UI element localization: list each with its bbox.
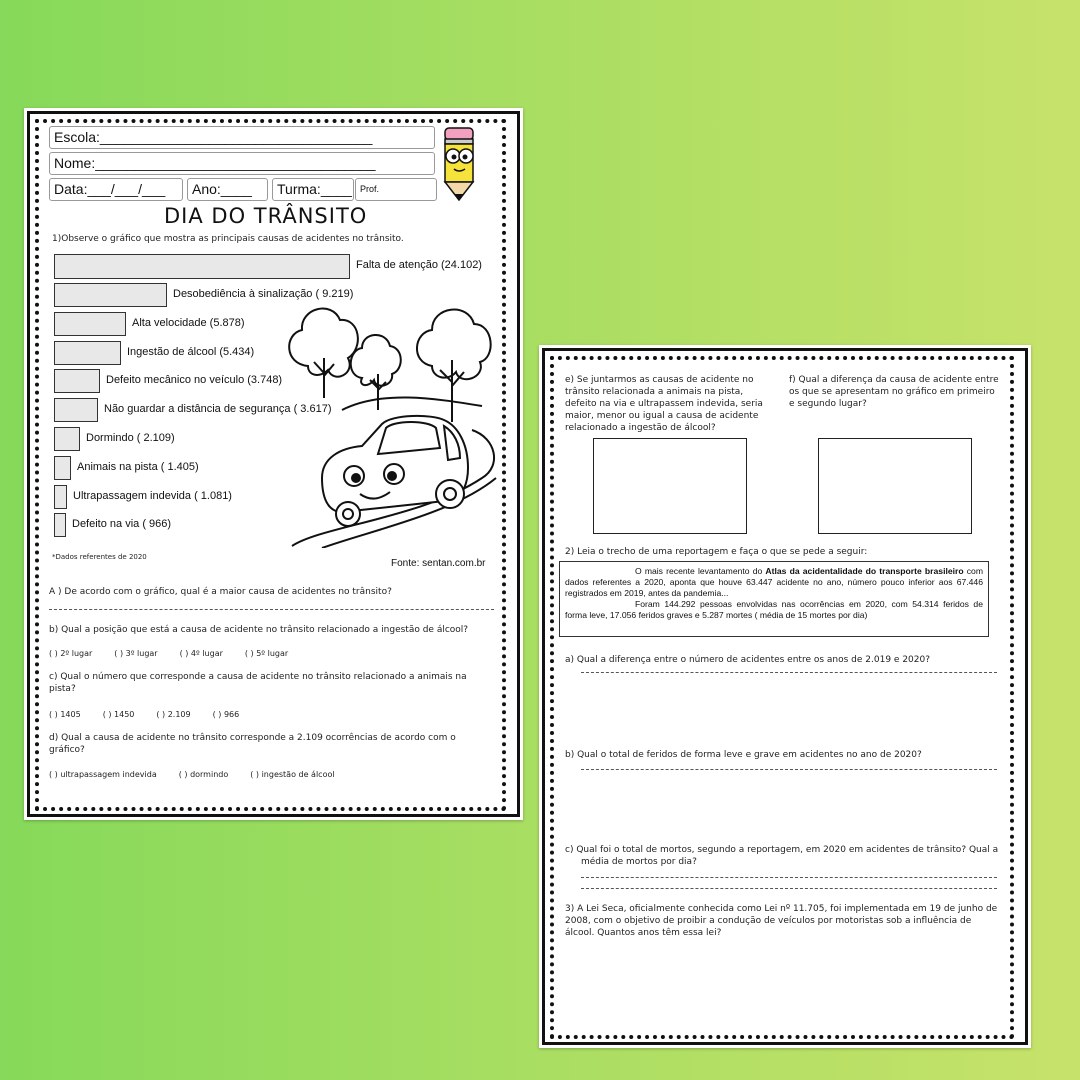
option-b-2[interactable]: ( ) 3º lugar [114, 649, 158, 658]
news-paragraph-1: O mais recente levantamento do Atlas da acidentalidade do transporte brasileiro com dados referentes a 2020, aponta que houve 63.447 acidente no ano, número pouco inferior aos 67.446 registrados em 2019, antes da pandemia... [565, 566, 983, 598]
chart-bar [54, 254, 350, 279]
chart-bar [54, 283, 167, 307]
chart-bar [54, 456, 71, 480]
turma-field[interactable]: Turma:____ [272, 178, 354, 201]
question-d: d) Qual a causa de acidente no trânsito corresponde a 2.109 ocorrências de acordo com o gráfico? [49, 733, 456, 755]
chart-bar-label: Ingestão de álcool (5.434) [127, 346, 255, 358]
option-c-4[interactable]: ( ) 966 [212, 710, 240, 719]
question-2: 2) Leia o trecho de uma reportagem e faça o que se pede a seguir: [565, 547, 868, 557]
answer-line-2c-1[interactable] [581, 877, 997, 878]
news-excerpt-box [559, 561, 989, 637]
question-3: 3) A Lei Seca, oficialmente conhecida como Lei nº 11.705, foi implementada em 19 de junho de 2008, com o objetivo de proibir a condução de veículos por motoristas sob a influência de álcool. Quantos anos têm essa lei? [565, 904, 998, 938]
answer-box-f[interactable] [818, 438, 972, 534]
news-paragraph-2: Foram 144.292 pessoas envolvidas nas ocorrências em 2020, com 54.314 feridos de forma leve, 17.056 feridos graves e 5.287 mortes ( média de 15 mortes por dia) [565, 599, 983, 620]
question-a: A ) De acordo com o gráfico, qual é a maior causa de acidentes no trânsito? [49, 587, 392, 597]
chart-bar [54, 312, 126, 336]
option-b-4[interactable]: ( ) 5º lugar [244, 649, 289, 658]
question-2c: c) Qual foi o total de mortos, segundo a reportagem, em 2020 em acidentes de trânsito? Qual a média de mortos por dia? [565, 845, 999, 867]
option-c-3[interactable]: ( ) 2.109 [156, 710, 191, 719]
option-c-2[interactable]: ( ) 1450 [102, 710, 135, 719]
option-b-3[interactable]: ( ) 4º lugar [179, 649, 223, 658]
chart-bar-label: Ultrapassagem indevida ( 1.081) [73, 490, 232, 502]
option-b-1[interactable]: ( ) 2º lugar [49, 649, 93, 658]
chart-bar [54, 513, 66, 537]
prof-field[interactable]: Prof. [355, 178, 437, 201]
chart-bar-label: Falta de atenção (24.102) [356, 259, 482, 271]
chart-bar-label: Animais na pista ( 1.405) [77, 461, 199, 473]
question-b-options [49, 648, 489, 660]
chart-bar [54, 341, 121, 365]
question-c: c) Qual o número que corresponde a causa de acidente no trânsito relacionado a animais na pista? [49, 672, 467, 694]
question-d-options [49, 769, 489, 781]
escola-field[interactable]: Escola:___________________________________ [49, 126, 435, 149]
option-d-2[interactable]: ( ) dormindo [178, 770, 229, 779]
ano-field[interactable]: Ano:____ [187, 178, 268, 201]
nome-field[interactable]: Nome:____________________________________ [49, 152, 435, 175]
chart-bar [54, 398, 98, 422]
answer-box-e[interactable] [593, 438, 747, 534]
question-2b: b) Qual o total de feridos de forma leve e grave em acidentes no ano de 2020? [565, 750, 922, 760]
data-field[interactable]: Data:___/___/___ [49, 178, 183, 201]
chart-bar-label: Desobediência à sinalização ( 9.219) [173, 288, 354, 300]
chart-bar-label: Não guardar a distância de segurança ( 3.617) [104, 403, 332, 415]
chart-bar [54, 369, 100, 393]
page-title: DIA DO TRÂNSITO [164, 204, 368, 228]
question-c-options [49, 709, 489, 721]
chart-source: Fonte: sentan.com.br [391, 558, 486, 569]
chart-bar-label: Dormindo ( 2.109) [86, 432, 175, 444]
worksheet-page-1 [24, 108, 523, 820]
worksheet-page-2 [539, 345, 1031, 1048]
option-d-1[interactable]: ( ) ultrapassagem indevida [49, 770, 157, 779]
question-2a: a) Qual a diferença entre o número de acidentes entre os anos de 2.019 e 2020? [565, 655, 930, 665]
answer-line-2c-2[interactable] [581, 888, 997, 889]
car-and-trees-illustration [282, 298, 502, 548]
question-f: f) Qual a diferença da causa de acidente entre os que se apresentam no gráfico em primeiro e segundo lugar? [789, 375, 999, 409]
chart-bar-label: Defeito na via ( 966) [72, 518, 172, 530]
option-d-3[interactable]: ( ) ingestão de álcool [250, 770, 335, 779]
question-1: 1)Observe o gráfico que mostra as principais causas de acidentes no trânsito. [52, 234, 404, 244]
question-e: e) Se juntarmos as causas de acidente no trânsito relacionada a animais na pista, defeito na via e ultrapassem indevida, seria maior, menor ou igual a causa de acidente relacionado a ingestão de álcool? [565, 375, 763, 433]
chart-bar-label: Defeito mecânico no veículo (3.748) [106, 374, 283, 386]
chart-bar [54, 427, 80, 451]
answer-line-2b[interactable] [581, 769, 997, 770]
option-c-1[interactable]: ( ) 1405 [49, 710, 81, 719]
answer-line-2a[interactable] [581, 672, 997, 673]
question-b: b) Qual a posição que está a causa de acidente no trânsito relacionado a ingestão de álcool? [49, 625, 469, 635]
chart-bar [54, 485, 67, 509]
chart-bar-label: Alta velocidade (5.878) [132, 317, 245, 329]
footnote: *Dados referentes de 2020 [52, 553, 147, 561]
answer-line-a[interactable] [49, 609, 494, 610]
